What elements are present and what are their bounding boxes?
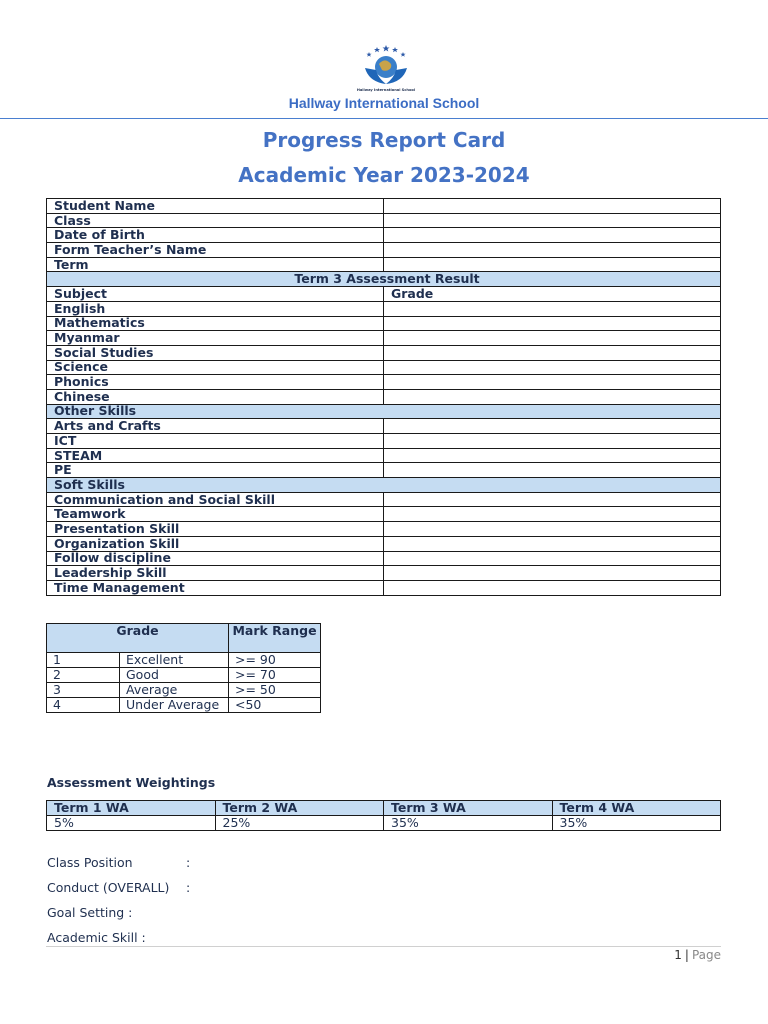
table-row — [47, 492, 721, 507]
grade-cell — [384, 331, 721, 346]
grade-cell — [384, 580, 721, 595]
grade-label: Under Average — [120, 698, 229, 713]
field-colon: : — [186, 880, 191, 895]
table-row — [47, 301, 721, 316]
table-row — [47, 228, 721, 243]
weight-header: Term 4 WA — [552, 801, 721, 816]
goal-setting-field — [47, 905, 132, 920]
subject-label: Myanmar — [47, 331, 384, 346]
skill-label: Communication and Social Skill — [47, 492, 384, 507]
skill-label: Follow discipline — [47, 551, 384, 566]
grade-cell — [384, 551, 721, 566]
grade-label: Excellent — [120, 653, 229, 668]
table-row — [47, 566, 721, 581]
report-table — [46, 198, 721, 596]
table-header-row — [47, 287, 721, 302]
table-header-row — [47, 624, 321, 653]
academic-skill-field — [47, 930, 146, 945]
skill-label: STEAM — [47, 448, 384, 463]
other-skills-title: Other Skills — [47, 404, 721, 419]
weight-header: Term 3 WA — [384, 801, 553, 816]
table-row — [47, 316, 721, 331]
subject-header: Subject — [47, 287, 384, 302]
row-label: Term — [47, 257, 384, 272]
weight-value: 5% — [47, 816, 216, 831]
grade-label: Average — [120, 683, 229, 698]
subject-label: English — [47, 301, 384, 316]
value-cell — [384, 228, 721, 243]
grade-cell — [384, 566, 721, 581]
grade-label: Good — [120, 668, 229, 683]
class-position-field — [47, 855, 191, 870]
section-header-row — [47, 478, 721, 493]
grade-cell — [384, 536, 721, 551]
grade-cell — [384, 360, 721, 375]
grade-level: 4 — [47, 698, 120, 713]
grade-cell — [384, 345, 721, 360]
field-label: Class Position — [47, 855, 133, 870]
mark-range: >= 70 — [229, 668, 321, 683]
table-row — [47, 199, 721, 214]
grade-scale-table — [46, 623, 321, 713]
skill-label: Time Management — [47, 580, 384, 595]
footer-divider — [46, 946, 721, 947]
mark-range-header: Mark Range — [229, 624, 321, 653]
page-title: Progress Report Card — [262, 128, 506, 152]
grade-cell — [384, 375, 721, 390]
value-cell — [384, 257, 721, 272]
value-cell — [384, 243, 721, 258]
table-row — [47, 331, 721, 346]
grade-cell — [384, 419, 721, 434]
table-row — [47, 375, 721, 390]
subject-label: Social Studies — [47, 345, 384, 360]
school-name: Hallway International School — [288, 95, 480, 111]
row-label: Form Teacher’s Name — [47, 243, 384, 258]
footer-separator: | — [684, 948, 689, 962]
table-row — [47, 580, 721, 595]
table-row — [47, 653, 321, 668]
table-row — [47, 257, 721, 272]
row-label: Date of Birth — [47, 228, 384, 243]
skill-label: Arts and Crafts — [47, 419, 384, 434]
skill-label: Presentation Skill — [47, 522, 384, 537]
grade-cell — [384, 301, 721, 316]
value-cell — [384, 213, 721, 228]
header-divider — [0, 118, 768, 119]
table-row — [47, 507, 721, 522]
table-row — [47, 389, 721, 404]
grade-level: 1 — [47, 653, 120, 668]
table-row — [47, 448, 721, 463]
grade-cell — [384, 522, 721, 537]
subject-label: Mathematics — [47, 316, 384, 331]
skill-label: ICT — [47, 434, 384, 449]
page-label: Page — [691, 948, 721, 962]
table-row — [47, 434, 721, 449]
weight-header: Term 1 WA — [47, 801, 216, 816]
school-logo — [355, 44, 417, 94]
conduct-field — [47, 880, 191, 895]
grade-header: Grade — [47, 624, 229, 653]
table-row — [47, 536, 721, 551]
grade-cell — [384, 389, 721, 404]
academic-year-title: Academic Year 2023-2024 — [238, 163, 530, 187]
skill-label: Leadership Skill — [47, 566, 384, 581]
table-header-row — [47, 801, 721, 816]
mark-range: >= 90 — [229, 653, 321, 668]
mark-range: <50 — [229, 698, 321, 713]
grade-cell — [384, 492, 721, 507]
page-number: 1 — [674, 948, 682, 962]
weightings-table — [46, 800, 721, 831]
table-row — [47, 419, 721, 434]
weight-value: 35% — [384, 816, 553, 831]
grade-cell — [384, 463, 721, 478]
grade-cell — [384, 448, 721, 463]
row-label: Student Name — [47, 199, 384, 214]
section-header-row — [47, 404, 721, 419]
table-row — [47, 522, 721, 537]
field-label: Goal Setting : — [47, 905, 133, 920]
section-header-row — [47, 272, 721, 287]
table-row — [47, 213, 721, 228]
table-row — [47, 698, 321, 713]
grade-cell — [384, 507, 721, 522]
grade-cell — [384, 316, 721, 331]
subject-label: Chinese — [47, 389, 384, 404]
grade-cell — [384, 434, 721, 449]
value-cell — [384, 199, 721, 214]
table-row — [47, 345, 721, 360]
weight-value: 35% — [552, 816, 721, 831]
table-row — [47, 463, 721, 478]
field-colon: : — [186, 855, 191, 870]
skill-label: Organization Skill — [47, 536, 384, 551]
table-row — [47, 683, 321, 698]
weight-value: 25% — [215, 816, 384, 831]
assessment-title: Term 3 Assessment Result — [47, 272, 721, 287]
subject-label: Phonics — [47, 375, 384, 390]
row-label: Class — [47, 213, 384, 228]
table-row — [47, 243, 721, 258]
table-row — [47, 360, 721, 375]
skill-label: Teamwork — [47, 507, 384, 522]
table-row — [47, 816, 721, 831]
field-label: Conduct (OVERALL) — [47, 880, 170, 895]
svg-text:Hallway International School: Hallway International School — [356, 88, 416, 92]
skill-label: PE — [47, 463, 384, 478]
soft-skills-title: Soft Skills — [47, 478, 721, 493]
grade-level: 2 — [47, 668, 120, 683]
mark-range: >= 50 — [229, 683, 321, 698]
field-label: Academic Skill : — [47, 930, 146, 945]
weight-header: Term 2 WA — [215, 801, 384, 816]
table-row — [47, 668, 321, 683]
table-row — [47, 551, 721, 566]
page-footer — [674, 948, 721, 962]
grade-level: 3 — [47, 683, 120, 698]
weightings-title: Assessment Weightings — [47, 775, 216, 790]
subject-label: Science — [47, 360, 384, 375]
grade-header: Grade — [384, 287, 721, 302]
